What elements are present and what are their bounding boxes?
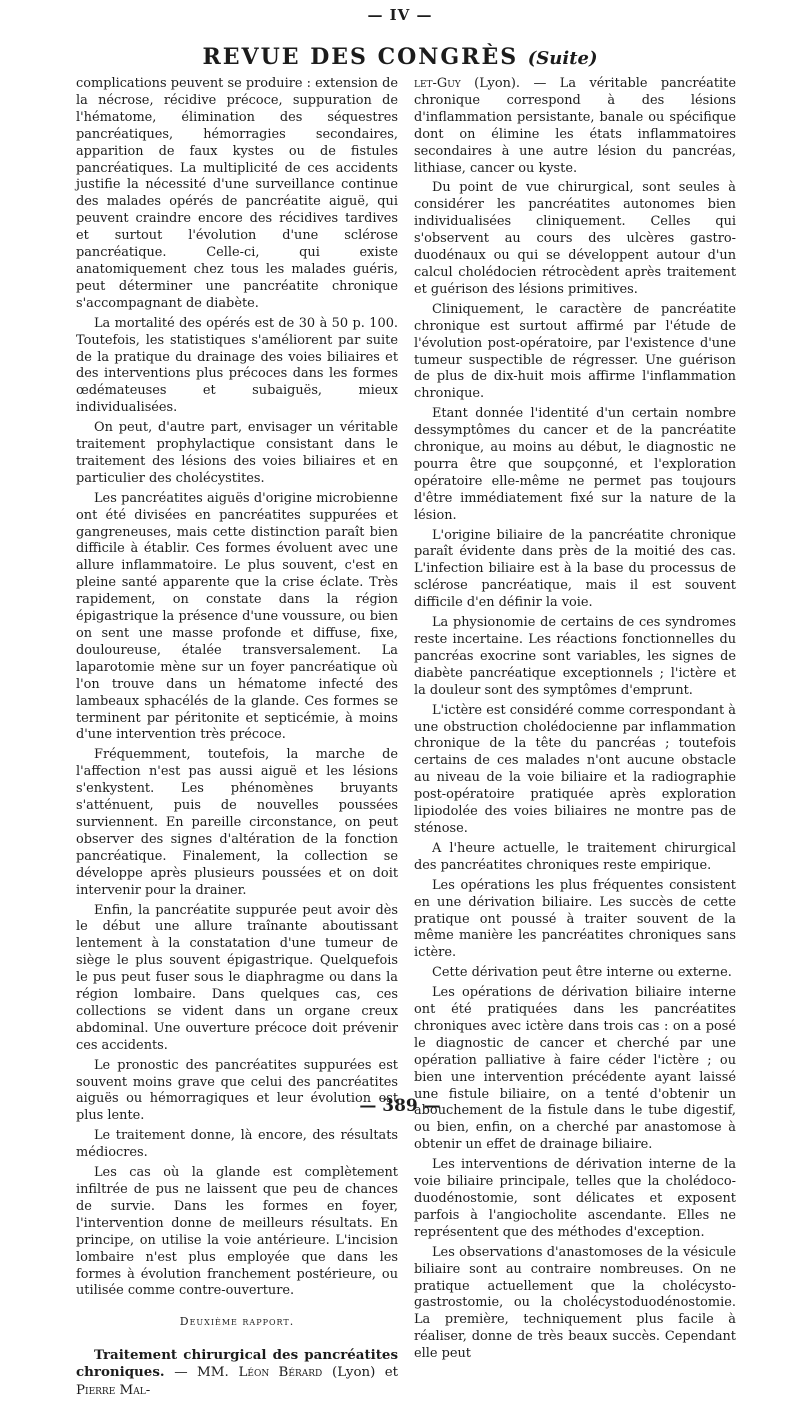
paragraph	[414, 76, 736, 177]
authors-lead: — MM.	[174, 1365, 229, 1381]
paragraph: A l'heure actuelle, le traitement chirurgical des pancréatites chroniques reste empirique.	[414, 840, 736, 873]
journal-title-text: REVUE DES CONGRÈS	[202, 44, 519, 70]
paragraph: Les opérations de dérivation biliaire interne ont été pratiquées dans les pancréatites chroniques avec ictère dans trois cas : on a posé le diagnostic de cancer et cherché par une opération palliative à faire céder l'ictère ; ou bien une intervention précédente ayant laissé une fistule biliaire, on a tenté d'obtenir un abouchement de la fistule dans le tube digestif, ou bien, enfin, on a cherché par anastomose à obtenir un effet de drainage biliaire.	[414, 985, 736, 1153]
paragraph: Le traitement donne, là encore, des résultats médiocres.	[76, 1128, 398, 1161]
paragraph: L'origine biliaire de la pancréatite chronique paraît évidente dans près de la moitié des cas. L'infection biliaire est à la base du processus de sclérose pancréatique, mais il est souvent difficile d'en définir la voie.	[414, 527, 736, 611]
paragraph: Fréquemment, toutefois, la marche de l'affection n'est pas aussi aiguë et les lésions s'enkystent. Les phénomènes bruyants s'atténuent, puis de nouvelles poussées surviennent. En pareille circonstance, on peut observer des signes d'altération de la fonction pancréatique. Finalement, la collection se développe après plusieurs poussées et on doit intervenir pour la drainer.	[76, 747, 398, 898]
paragraph: Les pancréatites aiguës d'origine microbienne ont été divisées en pancréatites suppurées et gangreneuses, mais cette distinction paraît bien difficile à établir. Ces formes évoluent avec une allure inflammatoire. Le plus souvent, c'est en pleine santé apparente que la crise éclate. Très rapidement, on constate dans la région épigastrique la présence d'une voussure, ou bien on sent une masse profonde et diffuse, fixe, douloureuse, étalée transversalement. La laparotomie mène sur un foyer pancréatique où l'on trouve dans un hématome infecté des lambeaux sphacélés de la glande. Ces formes se terminent par péritonite et septicémie, à moins d'une intervention très précoce.	[76, 490, 398, 743]
section-heading: Deuxième rapport.	[179, 1315, 295, 1329]
paragraph: Enfin, la pancréatite suppurée peut avoir dès le début une allure traînante aboutissant lentement à la constatation d'une tumeur de siège le plus souvent épigastrique. Quelquefois le pus peut fuser sous le diaphragme ou dans la région lombaire. Dans quelques cas, ces collections se vident dans un organe creux abdominal. Une ouverture précoce doit prévenir ces accidents.	[76, 902, 398, 1053]
right-column	[414, 76, 736, 1366]
journal-title	[0, 44, 800, 70]
paragraph: Du point de vue chirurgical, sont seules à considérer les pancréatites autonomes bien individualisées cliniquement. Celles qui s'observent au cours des ulcères gastro-duodénaux ou qui se développent autour d'un calcul cholédocien rétrocèdent après traitement et guérison des lésions primitives.	[414, 180, 736, 297]
paragraph: La physionomie de certains de ces syndromes reste incertaine. Les réactions fonctionnelles du pancréas exocrine sont variables, les signes de diabète pancréatique exceptionnels ; l'ictère et la douleur sont des symptômes d'emprunt.	[414, 615, 736, 698]
author-name: Léon Bérard	[238, 1365, 323, 1381]
journal-title-suite: (Suite)	[527, 48, 598, 69]
author-name: let-Guy	[414, 76, 461, 91]
article-title: Traitement chirurgical des pancréatites chroniques.	[76, 1347, 398, 1381]
page-number-bottom: — 389 —	[359, 1096, 441, 1116]
left-column	[76, 76, 398, 1403]
paragraph: L'ictère est considéré comme correspondant à une obstruction cholédocienne par inflammation chronique de la tête du pancréas ; toutefois certains de ces malades n'ont aucune obstacle au niveau de la voie biliaire et la radiographie post-opératoire pratiquée après exploration lipiodolée des voies biliaires ne montre pas de sténose.	[414, 702, 736, 836]
paragraph: On peut, d'autre part, envisager un véritable traitement prophylactique consistant dans le traitement des lésions des voies biliaires et en particulier des cholécystites.	[76, 420, 398, 486]
paragraph: complications peuvent se produire : extension de la nécrose, récidive précoce, suppuration de l'hématome, élimination des séquestres pancréatiques, hémorragies secondaires, apparition de faux kystes ou de fistules pancréatiques. La multiplicité de ces accidents justifie la nécessité d'une surveillance continue des malades opérés de pancréatite aiguë, qui peuvent craindre encore des récidives tardives et surtout l'évolution d'une sclérose pancréatique. Celle-ci, qui existe anatomiquement chez tous les malades guéris, peut déterminer une pancréatite chronique s'accompagnant de diabète.	[76, 76, 398, 311]
paragraph: Cette dérivation peut être interne ou externe.	[432, 965, 732, 981]
article-heading	[76, 1347, 398, 1400]
page-number-top: — IV —	[367, 6, 433, 24]
paragraph-text: (Lyon). — La véritable pancréatite chronique correspond à des lésions d'inflammation persistante, banale ou spécifique dont on élimine les états inflammatoires secondaires à une autre lésion du pancréas, lithiase, cancer ou kyste.	[414, 76, 736, 176]
author-city: (Lyon) et	[332, 1365, 399, 1381]
paragraph: La mortalité des opérés est de 30 à 50 p. 100. Toutefois, les statistiques s'améliorent par suite de la pratique du drainage des voies biliaires et des interventions plus précoces dans les formes œdémateuses et subaiguës, mieux individualisées.	[76, 315, 398, 416]
paragraph: Les cas où la glande est complètement infiltrée de pus ne laissent que peu de chances de survie. Dans les formes en foyer, l'intervention donne de meilleurs résultats. En principe, on utilise la voie antérieure. L'incision lombaire n'est plus employée que dans les formes à évolution franchement postérieure, ou utilisée comme contre-ouverture.	[76, 1165, 398, 1299]
paragraph: Le pronostic des pancréatites suppurées est souvent moins grave que celui des pancréatites aiguës ou hémorragiques et leur évolution est plus lente.	[76, 1057, 398, 1124]
paragraph: Les interventions de dérivation interne de la voie biliaire principale, telles que la cholédoco-duodénostomie, sont délicates et exposent parfois à l'angiocholite ascendante. Elles ne représentent que des méthodes d'exception.	[414, 1157, 736, 1240]
paragraph: Etant donnée l'identité d'un certain nombre dessymptômes du cancer et de la pancréatite chronique, au moins au début, le diagnostic ne pourra être que soupçonné, et l'exploration opératoire elle-même ne permet pas toujours d'être immédiatement fixé sur la nature de la lésion.	[414, 406, 736, 523]
paragraph: Cliniquement, le caractère de pancréatite chronique est surtout affirmé par l'étude de l'évolution post-opératoire, par l'existence d'une tumeur suspectible de régresser. Une guérison de plus de dix-huit mois affirme l'inflammation chronique.	[414, 301, 736, 402]
paragraph: Les observations d'anastomoses de la vésicule biliaire sont au contraire nombreuses. On ne pratique actuellement que la cholécysto-gastrostomie, ou la cholécystoduodénostomie. La première, techniquement plus facile à réaliser, donne de très beaux succès. Cependant elle peut	[414, 1244, 736, 1362]
paragraph: Les opérations les plus fréquentes consistent en une dérivation biliaire. Les succès de cette pratique ont poussé à traiter souvent de la même manière les pancréatites chroniques sans ictère.	[414, 877, 736, 961]
author-name: Pierre Mal-	[76, 1383, 151, 1399]
